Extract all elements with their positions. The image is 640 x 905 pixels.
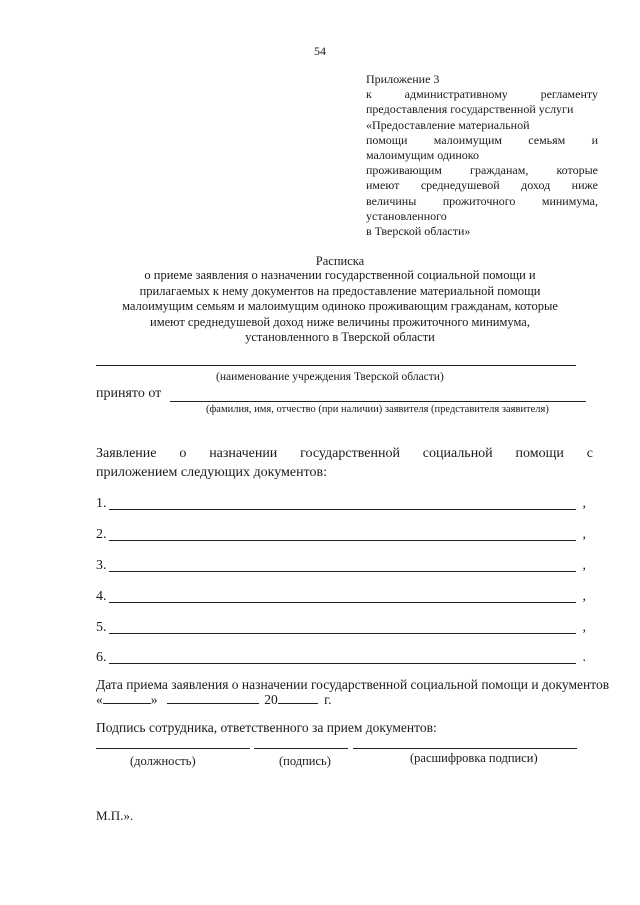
document-number: 2.: [96, 527, 107, 542]
signature-line[interactable]: [254, 748, 348, 749]
position-caption: (должность): [130, 754, 196, 768]
document-field[interactable]: [109, 540, 576, 541]
document-punct: ,: [582, 496, 586, 511]
document-row-1: [96, 496, 586, 514]
annex-line: предоставления государственной услуги: [366, 102, 574, 117]
annex-line: «Предоставление материальной: [366, 117, 530, 132]
document-field[interactable]: [109, 633, 576, 634]
annex-line: величины прожиточного минимума,: [366, 193, 598, 208]
receipt-title-line: о приеме заявления о назначении государственной социальной помощи и: [144, 268, 536, 282]
document-row-6: [96, 650, 586, 668]
date-open-quote: «: [96, 692, 103, 707]
document-punct: ,: [582, 589, 586, 604]
document-number: 1.: [96, 496, 107, 511]
stamp-place: М.П.».: [96, 808, 134, 823]
document-field[interactable]: [109, 602, 576, 603]
document-number: 4.: [96, 589, 107, 604]
document-field[interactable]: [109, 663, 576, 664]
institution-line[interactable]: [96, 365, 576, 366]
document-number: 5.: [96, 620, 107, 635]
annex-line: имеют среднедушевой доход ниже: [366, 178, 598, 193]
document-row-3: [96, 558, 586, 576]
institution-caption: (наименование учреждения Тверской области): [216, 371, 444, 383]
applicant-caption: (фамилия, имя, отчество (при наличии) заявителя (представителя заявителя): [206, 404, 549, 415]
statement-line-2: приложением следующих документов:: [96, 465, 328, 480]
page-number: 54: [314, 44, 326, 58]
annex-line: помощи малоимущим семьям и: [366, 132, 598, 147]
statement-text: [96, 444, 593, 482]
date-label: Дата приема заявления о назначении государственной социальной помощи и документов: [96, 677, 610, 692]
annex-line: установленного: [366, 208, 447, 223]
document-row-2: [96, 527, 586, 545]
position-line[interactable]: [96, 748, 250, 749]
document-number: 3.: [96, 558, 107, 573]
annex-line: в Тверской области»: [366, 224, 471, 239]
decode-caption: (расшифровка подписи): [410, 751, 538, 765]
receipt-title-line: прилагаемых к нему документов на предоставление материальной помощи: [139, 283, 541, 298]
signature-label: Подпись сотрудника, ответственного за прием документов:: [96, 720, 437, 735]
year-prefix: 20: [264, 692, 278, 707]
annex-line: малоимущим одиноко: [366, 148, 480, 163]
document-field[interactable]: [109, 509, 576, 510]
applicant-name-line[interactable]: [170, 401, 586, 402]
annex-header: [366, 72, 598, 239]
receipt-title-line: установленного в Тверской области: [245, 330, 435, 344]
signature-decode-line[interactable]: [353, 748, 577, 749]
document-row-5: [96, 620, 586, 638]
date-row: [96, 691, 332, 708]
accepted-from-label: принято от: [96, 386, 162, 401]
signature-caption: (подпись): [279, 754, 331, 768]
document-punct: .: [582, 650, 586, 665]
document-row-4: [96, 589, 586, 607]
year-field[interactable]: [278, 691, 318, 704]
statement-line-1: Заявление о назначении государственной социальной помощи с: [96, 446, 593, 461]
document-punct: ,: [582, 527, 586, 542]
document-number: 6.: [96, 650, 107, 665]
receipt-title-line: имеют среднедушевой доход ниже величины прожиточного минимума,: [150, 314, 530, 329]
annex-line: Приложение 3: [366, 72, 440, 86]
annex-line: проживающим гражданам, которые: [366, 163, 598, 178]
receipt-title-line: малоимущим семьям и малоимущим одиноко проживающим гражданам, которые: [122, 299, 558, 313]
document-field[interactable]: [109, 571, 576, 572]
document-punct: ,: [582, 620, 586, 635]
annex-line: к административному регламенту: [366, 87, 598, 102]
month-field[interactable]: [167, 691, 259, 704]
day-field[interactable]: [103, 691, 151, 704]
receipt-heading: Расписка: [315, 254, 365, 268]
document-punct: ,: [582, 558, 586, 573]
year-suffix: г.: [324, 692, 332, 707]
receipt-title: [60, 268, 620, 346]
date-close-quote: »: [150, 692, 158, 707]
